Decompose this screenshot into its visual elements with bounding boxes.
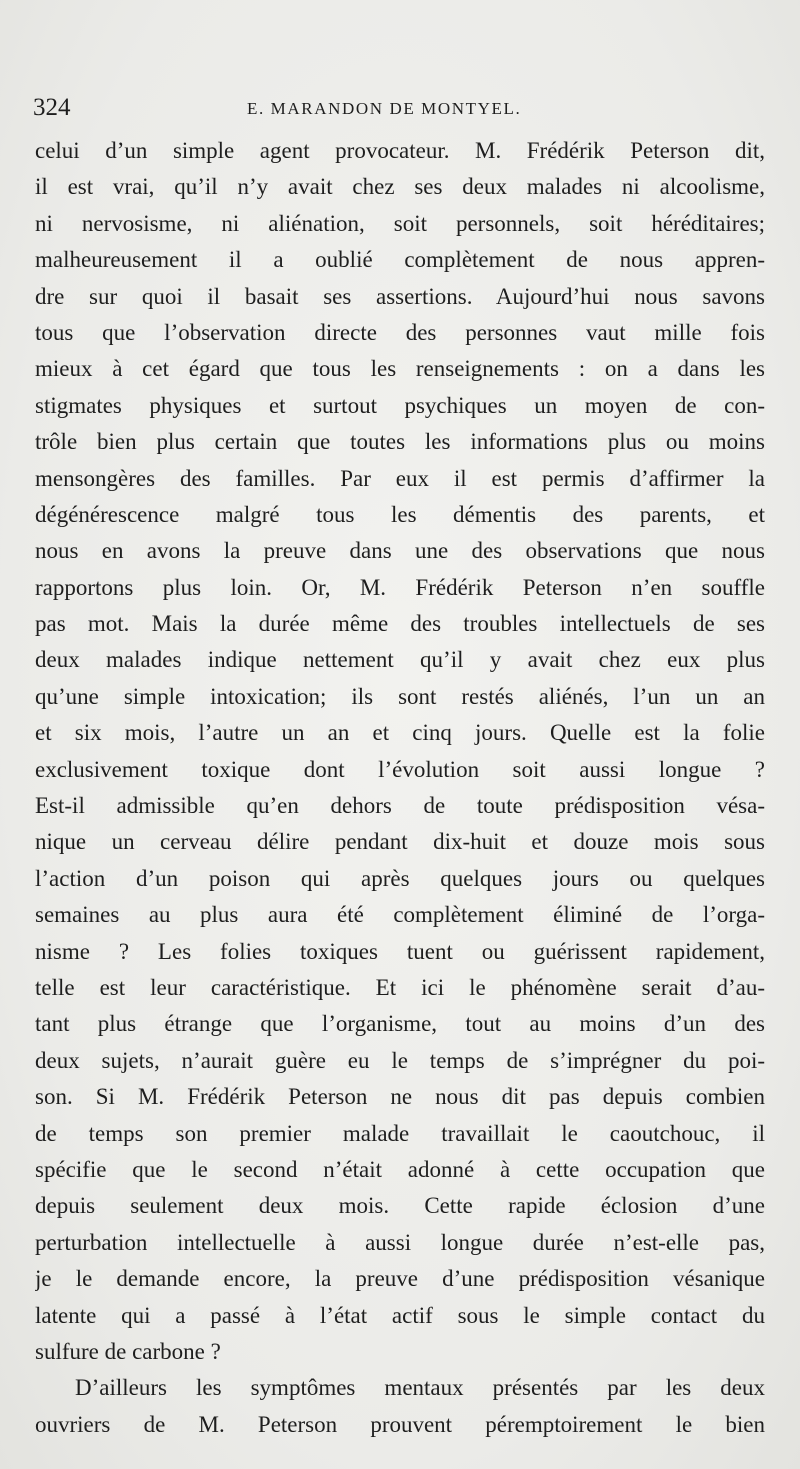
text-line: tant plus étrange que l’organisme, tout au moins d’un des [35,1011,765,1037]
text-line: mensongères des familles. Par eux il est permis d’affirmer la [35,465,765,491]
text-line: tous que l’observation directe des personnes vaut mille fois [35,319,765,345]
text-line: deux malades indique nettement qu’il y avait chez eux plus [35,647,765,673]
page-header [33,92,773,124]
text-line: sulfure de carbone ? [35,1338,221,1364]
text-line: deux sujets, n’aurait guère eu le temps de s’imprégner du poi- [35,1047,765,1073]
text-line: malheureusement il a oublié complètement de nous appren- [35,247,765,273]
text-line: je le demande encore, la preuve d’une prédisposition vésanique [35,1266,765,1292]
page-number: 324 [33,94,71,121]
text-line: semaines au plus aura été complètement éliminé de l’orga- [35,902,765,928]
body-text [35,133,765,1443]
text-line: depuis seulement deux mois. Cette rapide éclosion d’une [35,1193,765,1219]
text-line: nous en avons la preuve dans une des observations que nous [35,538,765,564]
text-line: D’ailleurs les symptômes mentaux présentés par les deux [75,1375,765,1401]
text-line: spécifie que le second n’était adonné à cette occupation que [35,1156,765,1182]
text-line: latente qui a passé à l’état actif sous le simple contact du [35,1302,765,1328]
text-line: nisme ? Les folies toxiques tuent ou guérissent rapidement, [35,938,765,964]
text-line: nique un cerveau délire pendant dix-huit et douze mois sous [35,829,765,855]
text-line: trôle bien plus certain que toutes les informations plus ou moins [35,429,765,455]
text-line: ouvriers de M. Peterson prouvent péremptoirement le bien [35,1411,765,1437]
text-line: son. Si M. Frédérik Peterson ne nous dit pas depuis combien [35,1084,765,1110]
text-line: l’action d’un poison qui après quelques jours ou quelques [35,865,765,891]
text-line: de temps son premier malade travaillait le caoutchouc, il [35,1120,765,1146]
text-line: mieux à cet égard que tous les renseignements : on a dans les [35,356,765,382]
text-line: pas mot. Mais la durée même des troubles intellectuels de ses [35,611,765,637]
text-line: ni nervosisme, ni aliénation, soit personnels, soit héréditaires; [35,210,765,236]
text-line: il est vrai, qu’il n’y avait chez ses deux malades ni alcoolisme, [35,174,765,200]
text-line: perturbation intellectuelle à aussi longue durée n’est-elle pas, [35,1229,765,1255]
text-line: et six mois, l’autre un an et cinq jours. Quelle est la folie [35,720,765,746]
text-line: telle est leur caractéristique. Et ici le phénomène serait d’au- [35,974,765,1000]
text-line: celui d’un simple agent provocateur. M. Frédérik Peterson dit, [35,138,765,163]
text-line: exclusivement toxique dont l’évolution soit aussi longue ? [35,756,765,782]
text-line: Est-il admissible qu’en dehors de toute prédisposition vésa- [35,793,765,819]
text-line: dre sur quoi il basait ses assertions. Aujourd’hui nous savons [35,283,765,309]
text-line: rapportons plus loin. Or, M. Frédérik Peterson n’en souffle [35,574,765,600]
text-line: stigmates physiques et surtout psychiques un moyen de con- [35,392,765,418]
text-line: qu’une simple intoxication; ils sont restés aliénés, l’un un an [35,683,765,709]
text-line: dégénérescence malgré tous les démentis des parents, et [35,501,765,527]
running-head: E. MARANDON DE MONTYEL. [247,99,522,118]
